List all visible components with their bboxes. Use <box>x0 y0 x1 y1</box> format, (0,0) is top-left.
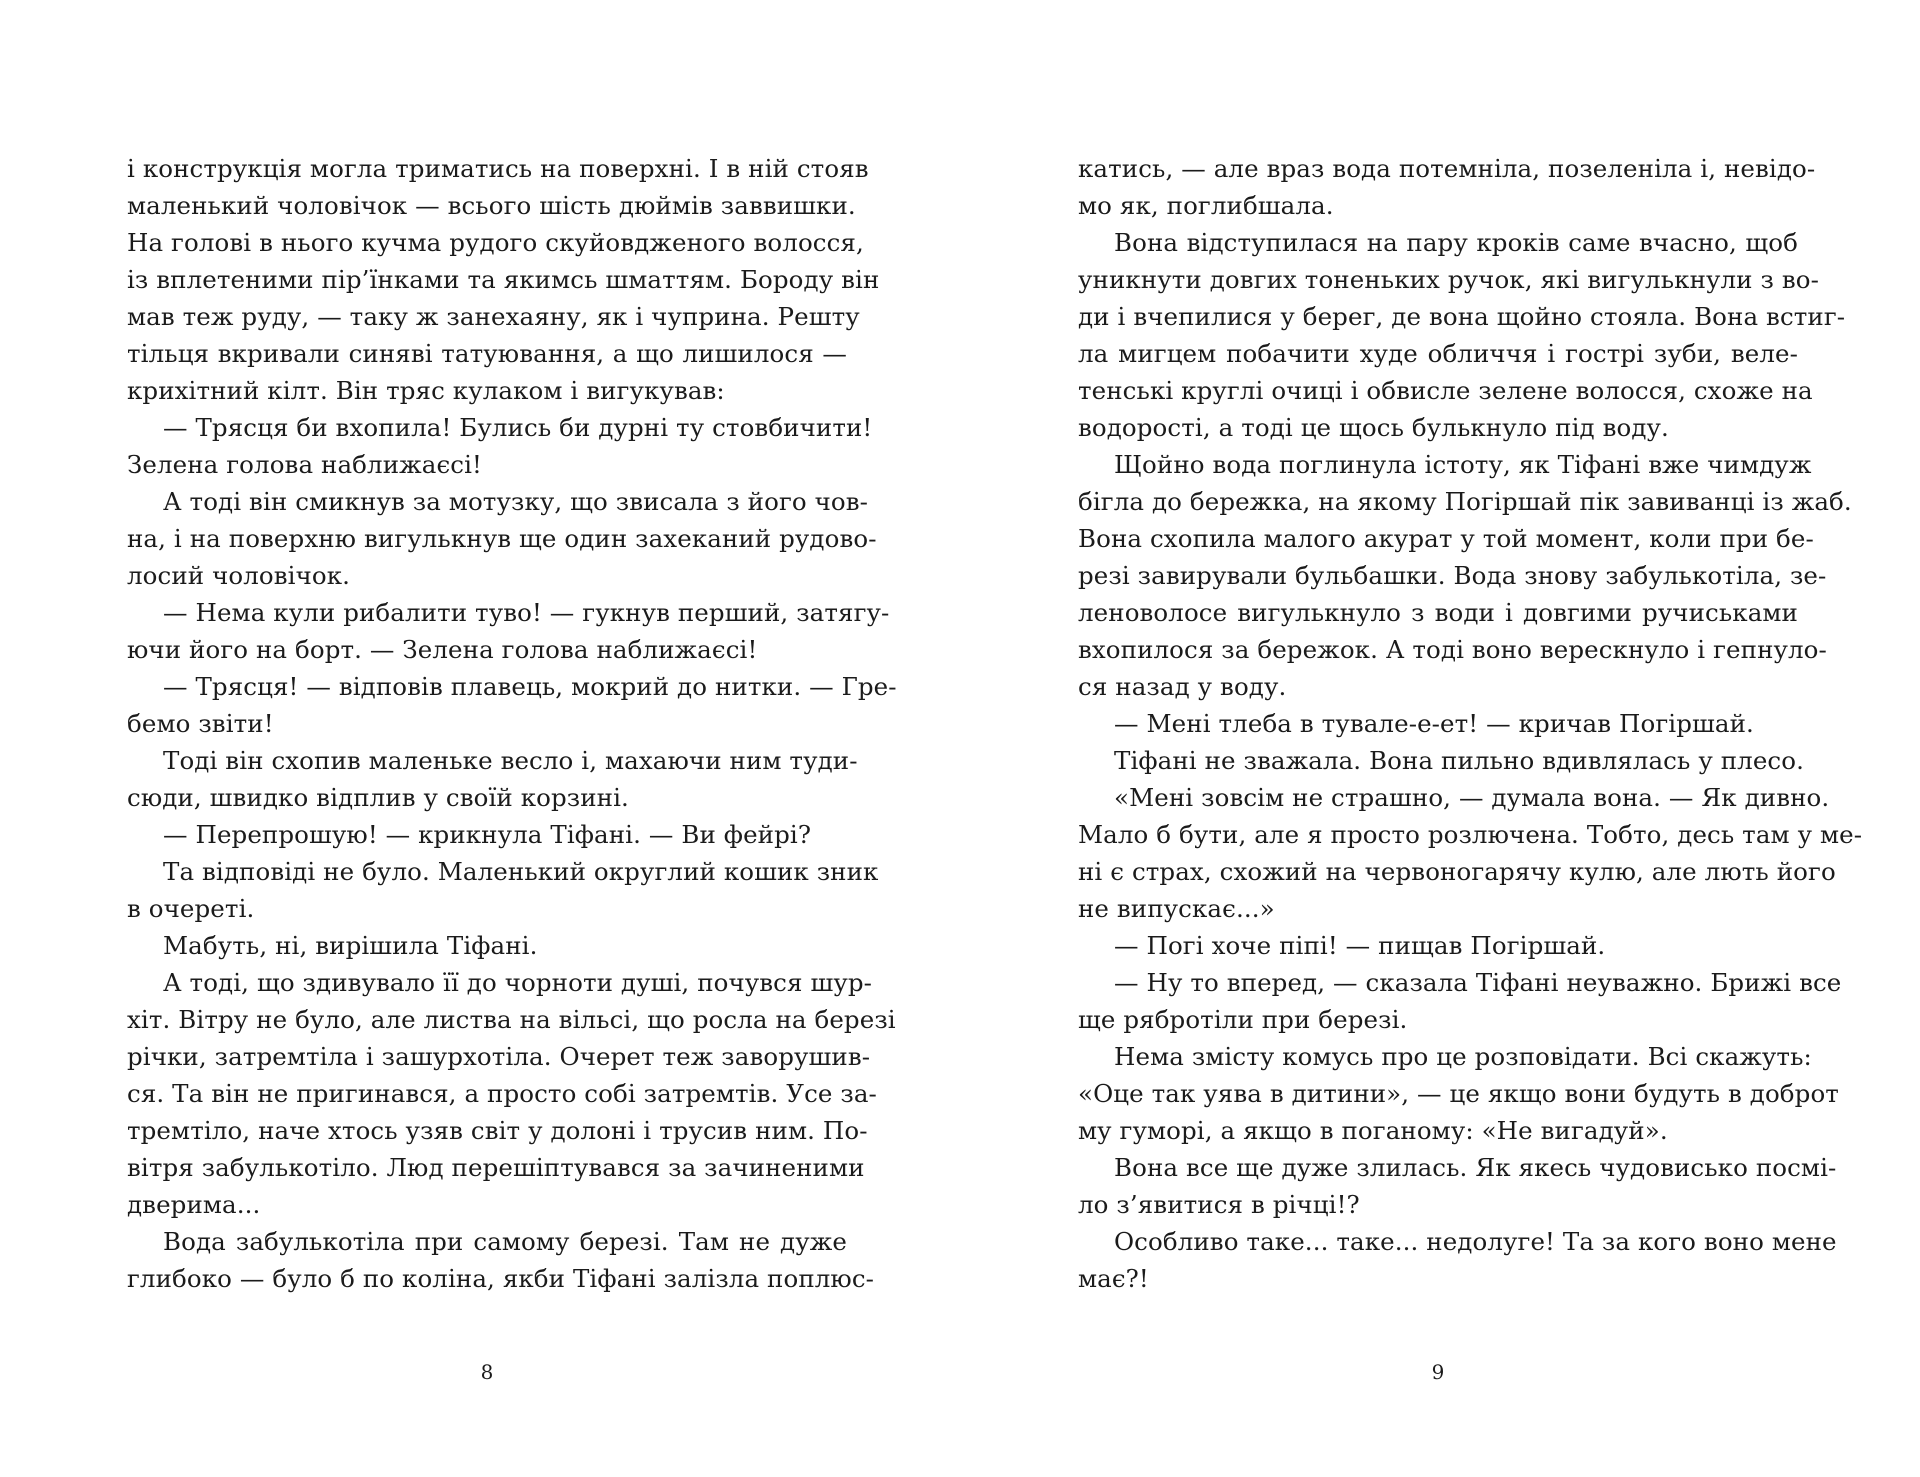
text-line: ся назад у воду. <box>1078 672 1287 701</box>
text-line: резі завирували бульбашки. Вода знову забулькотіла, зе- <box>1078 561 1827 590</box>
text-line: вітря забулькотіло. Люд перешіптувався за зачиненими <box>127 1153 865 1182</box>
text-line: — Трясця би вхопила! Булись би дурні ту стовбичити! <box>163 413 873 442</box>
text-line: дверима... <box>127 1190 261 1219</box>
text-line: — Перепрошую! — крикнула Тіфані. — Ви фейрі? <box>163 820 812 849</box>
text-line: ся. Та він не пригинався, а просто собі затремтів. Усе за- <box>127 1079 877 1108</box>
text-line: Вона схопила малого акурат у той момент, коли при бе- <box>1078 524 1814 553</box>
text-line: Та відповіді не було. Маленький округлий кошик зник <box>163 857 879 886</box>
text-line: Щойно вода поглинула істоту, як Тіфані вже чимдуж <box>1114 450 1812 479</box>
text-line: маленький чоловічок — всього шість дюймів заввишки. <box>127 191 856 220</box>
text-line: глибоко — було б по коліна, якби Тіфані залізла поплюс- <box>127 1264 875 1293</box>
text-line: вхопилося за бережок. А тоді воно верескнуло і гепнуло- <box>1078 635 1827 664</box>
text-line: Мабуть, ні, вирішила Тіфані. <box>163 931 538 960</box>
text-line: не випускає...» <box>1078 894 1275 923</box>
text-line: «Оце так уява в дитини», — це якщо вони будуть в доброт <box>1078 1079 1839 1108</box>
text-line: Нема змісту комусь про це розповідати. Всі скажуть: <box>1114 1042 1812 1071</box>
text-line: ще рябротіли при березі. <box>1078 1005 1408 1034</box>
text-line: ючи його на борт. — Зелена голова наближаєсі! <box>127 635 758 664</box>
text-line: катись, — але враз вода потемніла, позеленіла і, невідо- <box>1078 154 1816 183</box>
text-line: — Мені тлеба в тувале-е-ет! — кричав Погіршай. <box>1114 709 1754 738</box>
text-line: На голові в нього кучма рудого скуйовдженого волосся, <box>127 228 864 257</box>
text-line: бемо звіти! <box>127 709 274 738</box>
text-line: і конструкція могла триматись на поверхні. І в ній стояв <box>127 154 869 183</box>
text-line: — Ну то вперед, — сказала Тіфані неуважно. Брижі все <box>1114 968 1842 997</box>
text-line: тремтіло, наче хтось узяв світ у долоні і трусив ним. По- <box>127 1116 868 1145</box>
text-line: має?! <box>1078 1264 1149 1293</box>
text-line: ди і вчепилися у берег, де вона щойно стояла. Вона встиг- <box>1078 302 1846 331</box>
left-page <box>127 150 897 1384</box>
text-line: А тоді він смикнув за мотузку, що звисала з його чов- <box>163 487 869 516</box>
text-line: на, і на поверхню вигулькнув ще один захеканий рудово- <box>127 524 877 553</box>
text-line: ло з’явитися в річці!? <box>1078 1190 1360 1219</box>
text-line: ла мигцем побачити худе обличчя і гострі зуби, веле- <box>1078 339 1798 368</box>
text-line: — Трясця! — відповів плавець, мокрий до нитки. — Гре- <box>163 672 897 701</box>
text-line: мав теж руду, — таку ж занехаяну, як і чуприна. Решту <box>127 302 860 331</box>
text-line: Зелена голова наближаєсі! <box>127 450 482 479</box>
text-line: бігла до бережка, на якому Погіршай пік завиванці із жаб. <box>1078 487 1852 516</box>
left-page-number: 8 <box>480 1360 494 1384</box>
text-line: Вона все ще дуже злилась. Як якесь чудовисько посмі- <box>1114 1153 1837 1182</box>
text-line: «Мені зовсім не страшно, — думала вона. — Як дивно. <box>1114 783 1830 812</box>
text-line: Особливо таке... таке... недолуге! Та за кого воно мене <box>1114 1227 1837 1256</box>
text-line: річки, затремтіла і зашурхотіла. Очерет теж заворушив- <box>127 1042 871 1071</box>
text-line: ні є страх, схожий на червоногарячу кулю, але лють його <box>1078 857 1836 886</box>
text-line: — Нема кули рибалити туво! — гукнув перший, затягу- <box>163 598 890 627</box>
text-line: мо як, поглибшала. <box>1078 191 1334 220</box>
right-page-number: 9 <box>1431 1360 1445 1384</box>
text-line: в очереті. <box>127 894 255 923</box>
text-line: Вода забулькотіла при самому березі. Там не дуже <box>163 1227 847 1256</box>
text-line: водорості, а тоді це щось булькнуло під воду. <box>1078 413 1669 442</box>
right-page <box>1078 150 1863 1384</box>
text-line: тенські круглі очиці і обвисле зелене волосся, схоже на <box>1078 376 1813 405</box>
text-line: уникнути довгих тоненьких ручок, які вигулькнули з во- <box>1078 265 1819 294</box>
text-line: хіт. Вітру не було, але листва на вільсі, що росла на березі <box>127 1005 896 1034</box>
text-line: сюди, швидко відплив у своїй корзині. <box>127 783 629 812</box>
left-page-text <box>127 150 897 1360</box>
text-line: Мало б бути, але я просто розлючена. Тобто, десь там у ме- <box>1078 820 1863 849</box>
text-line: А тоді, що здивувало її до чорноти душі, почувся шур- <box>163 968 873 997</box>
text-line: лосий чоловічок. <box>127 561 351 590</box>
text-line: Тіфані не зважала. Вона пильно вдивлялась у плесо. <box>1114 746 1804 775</box>
text-line: леноволосе вигулькнуло з води і довгими ручиськами <box>1078 598 1798 627</box>
text-line: тільця вкривали синяві татуювання, а що лишилося — <box>127 339 847 368</box>
text-line: із вплетеними пір’їнками та якимсь шматтям. Бороду він <box>127 265 880 294</box>
right-page-text <box>1078 150 1863 1360</box>
text-line: му гуморі, а якщо в поганому: «Не вигадуй». <box>1078 1116 1668 1145</box>
text-line: крихітний кілт. Він тряс кулаком і вигукував: <box>127 376 725 405</box>
text-line: Вона відступилася на пару кроків саме вчасно, щоб <box>1114 228 1798 257</box>
text-line: Тоді він схопив маленьке весло і, махаючи ним туди- <box>163 746 858 775</box>
text-line: — Погі хоче піпі! — пищав Погіршай. <box>1114 931 1606 960</box>
